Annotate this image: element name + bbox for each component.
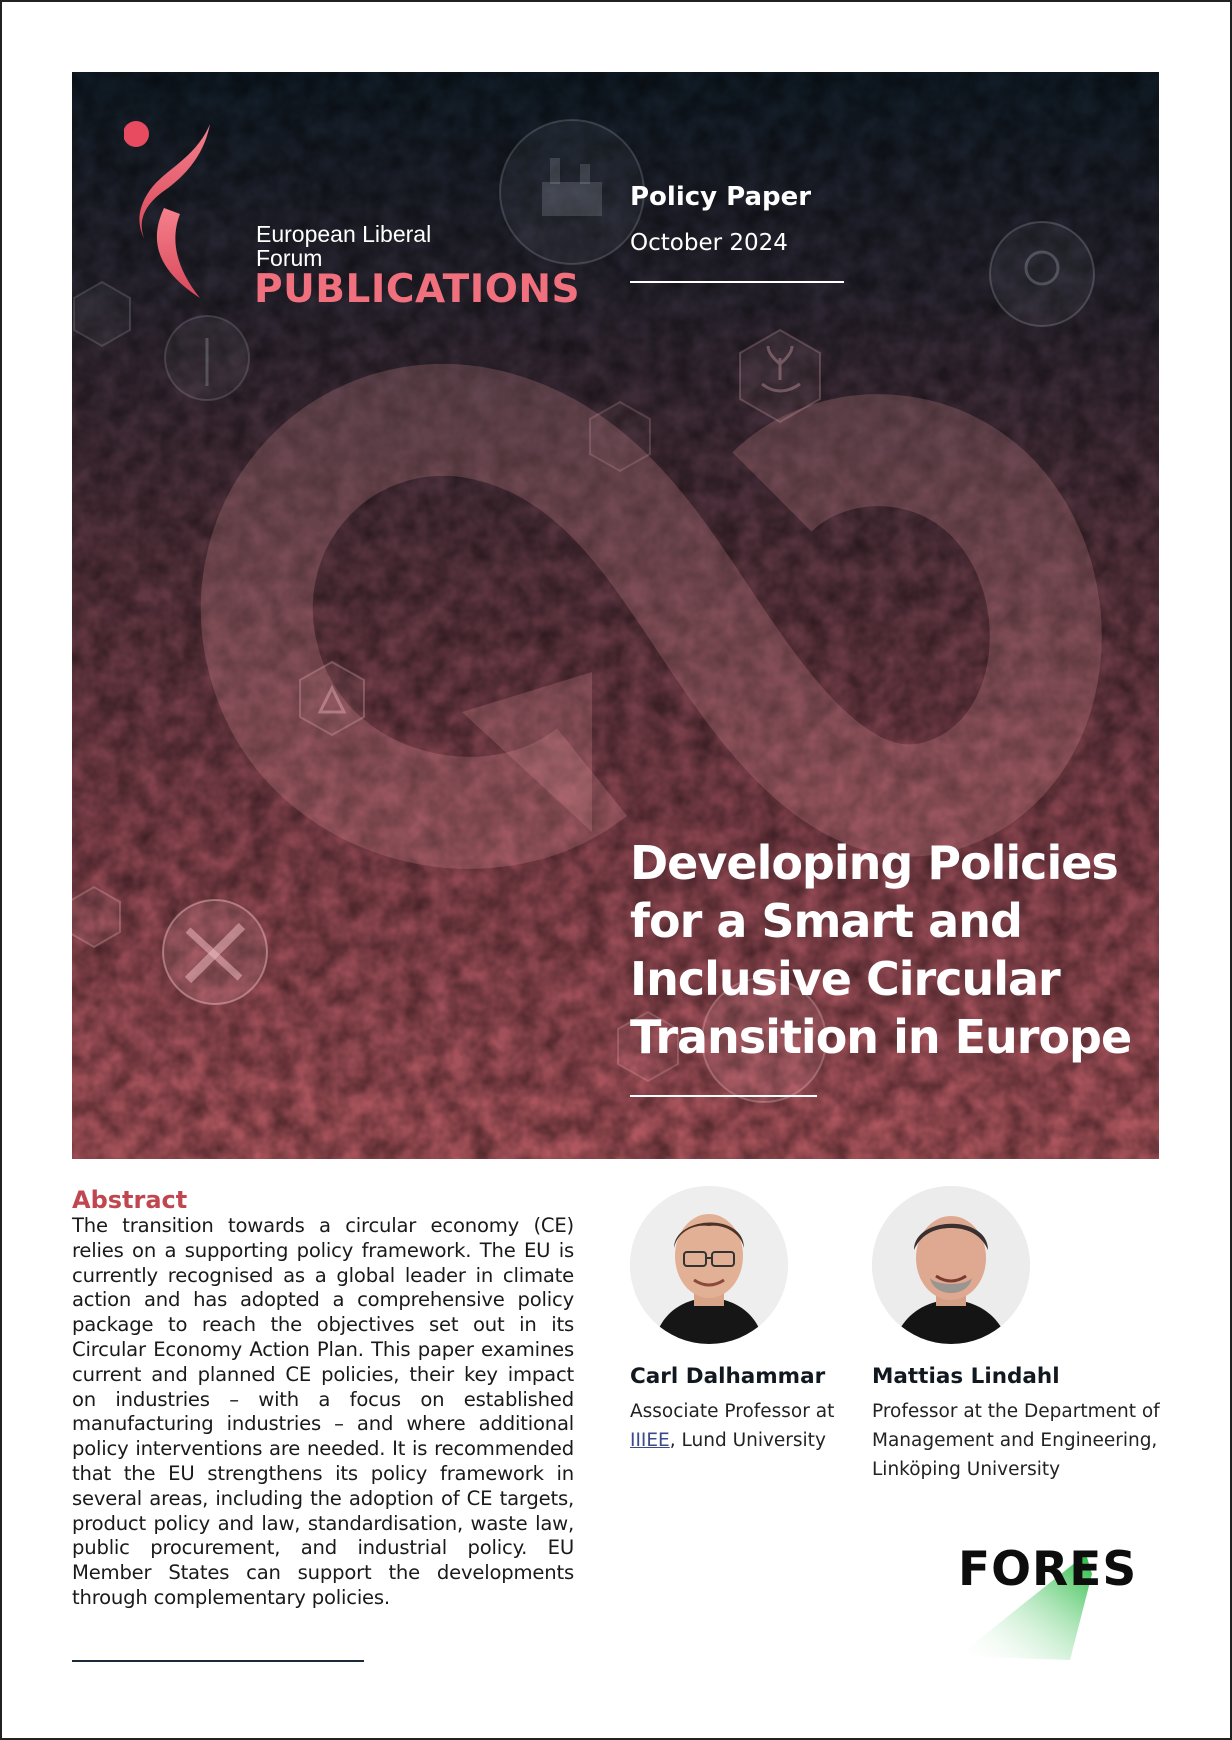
- wind-turbine-icon: [165, 316, 249, 400]
- title-line: for a Smart and: [630, 894, 1022, 948]
- cover-image: [72, 72, 1159, 1159]
- avatar: [630, 1186, 788, 1344]
- author-name: Carl Dalhammar: [630, 1364, 826, 1389]
- divider-top: [630, 281, 844, 283]
- publisher-line1: European Liberal: [256, 221, 432, 247]
- head-gear-icon: [990, 222, 1094, 326]
- elf-logo: [124, 118, 581, 312]
- abstract-heading: Abstract: [72, 1186, 188, 1214]
- iiiee-link[interactable]: IIIEE: [630, 1430, 670, 1451]
- avatar: [872, 1186, 1030, 1344]
- infinity-arrow-icon: [257, 420, 1046, 813]
- fores-logo: [958, 1540, 1158, 1660]
- paper-type: Policy Paper: [630, 182, 812, 212]
- person-photo-icon: [872, 1186, 1030, 1344]
- author-card: [872, 1186, 1160, 1484]
- title-line: Developing Policies: [630, 836, 1118, 890]
- divider-abstract: [72, 1660, 364, 1662]
- author-affiliation: Professor at the Department of Management and Engineering, Linköping University: [872, 1401, 1160, 1480]
- paper-date: October 2024: [630, 230, 788, 256]
- paper-title: [630, 834, 1150, 1066]
- person-photo-icon: [630, 1186, 788, 1344]
- affiliation-prefix: Associate Professor at: [630, 1401, 835, 1422]
- elf-figure-icon: [124, 118, 254, 308]
- author-affiliation: [630, 1397, 870, 1455]
- plant-icon-left: [74, 282, 130, 346]
- tools-icon: [163, 900, 267, 1004]
- recycle-icon-small: [72, 887, 120, 947]
- author-card: [630, 1186, 890, 1455]
- publisher-line2: Forum: [256, 245, 323, 271]
- author-name: Mattias Lindahl: [872, 1364, 1060, 1389]
- affiliation-suffix: , Lund University: [669, 1430, 826, 1451]
- title-line: Transition in Europe: [630, 1010, 1132, 1064]
- abstract-text: The transition towards a circular economy (CE) relies on a supporting policy framework. The EU is currently recognised as a global leader in climate action and has adopted a comprehensive policy package to reach the objectives set out in its Circular Economy Action Plan. This paper examines current and planned CE policies, their key impact on industries – with a focus on established manufacturing industries – and where additional policy interventions are needed. It is recommended that the EU strengthens its policy framework in several areas, including the adoption of CE targets, product policy and law, standardisation, waste law, public procurement, and industrial policy. EU Member States can support the developments through complementary policies.: [72, 1214, 574, 1609]
- divider-title: [630, 1095, 817, 1097]
- fores-wordmark: FORES: [958, 1542, 1138, 1597]
- title-line: Inclusive Circular: [630, 952, 1060, 1006]
- publisher-publications: PUBLICATIONS: [254, 267, 581, 312]
